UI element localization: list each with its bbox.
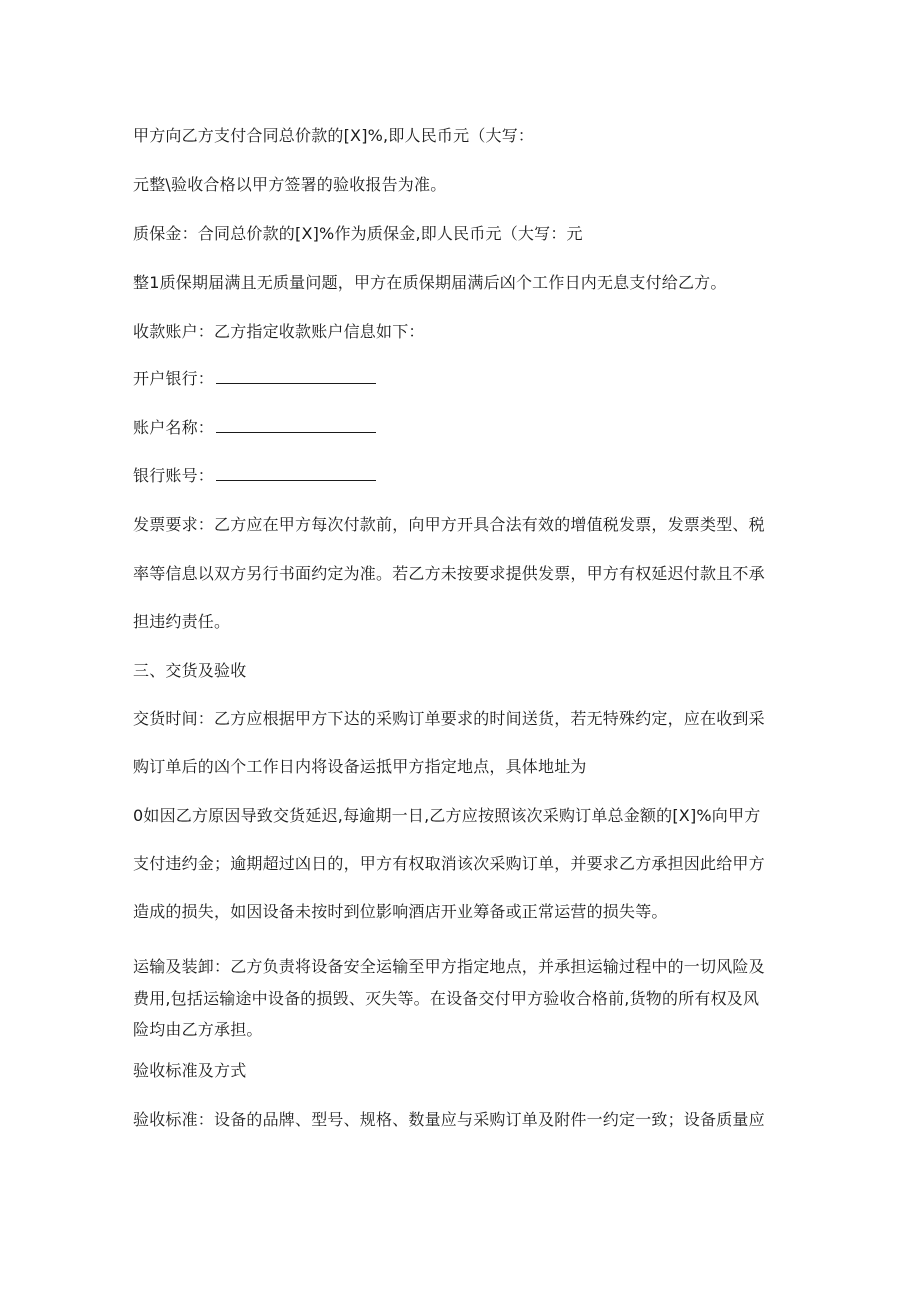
paragraph-invoice-requirements-end: 担违约责任。 [133,612,231,631]
field-account-name-label: 账户名称： [133,418,215,437]
paragraph-invoice-requirements: 发票要求：乙方应在甲方每次付款前，向甲方开具合法有效的增值税发票，发票类型、税 [133,515,765,534]
paragraph-delivery-delay-cont: 支付违约金；逾期超过凶日的，甲方有权取消该次采购订单，并要求乙方承担因此给甲方 [133,854,765,873]
paragraph-transport-end: 险均由乙方承担。 [133,1020,263,1039]
paragraph-acceptance-report: 元整\验收合格以甲方签署的验收报告为准。 [133,175,447,194]
field-account-number [133,466,376,486]
field-bank-name-blank [216,369,376,384]
paragraph-delivery-time: 交货时间：乙方应根据甲方下达的采购订单要求的时间送货，若无特殊约定，应在收到采 [133,709,765,728]
paragraph-delivery-time-cont: 购订单后的凶个工作日内将设备运抵甲方指定地点，具体地址为 [133,757,587,776]
paragraph-payment-ratio: 甲方向乙方支付合同总价款的[X]%,即人民币元（大写： [133,126,535,145]
paragraph-warranty-deposit: 质保金：合同总价款的[X]%作为质保金,即人民币元（大写：元 [133,224,583,243]
paragraph-receiving-account: 收款账户：乙方指定收款账户信息如下： [133,322,425,341]
paragraph-warranty-deposit-cont: 整1质保期届满且无质量问题，甲方在质保期届满后凶个工作日内无息支付给乙方。 [133,273,727,292]
field-account-name [133,418,376,438]
paragraph-acceptance-standards: 验收标准：设备的品牌、型号、规格、数量应与采购订单及附件一约定一致；设备质量应 [133,1110,765,1129]
field-bank-name-label: 开户银行： [133,369,215,388]
paragraph-invoice-requirements-cont: 率等信息以双方另行书面约定为准。若乙方未按要求提供发票，甲方有权延迟付款且不承 [133,564,765,583]
field-bank-name [133,369,376,389]
paragraph-delivery-delay: 0如因乙方原因导致交货延迟,每逾期一日,乙方应按照该次采购订单总金额的[X]%向甲方 [133,806,761,825]
paragraph-transport-cont: 费用,包括运输途中设备的损毁、灭失等。在设备交付甲方验收合格前,货物的所有权及风 [133,989,760,1008]
paragraph-transport: 运输及装卸：乙方负责将设备安全运输至甲方指定地点，并承担运输过程中的一切风险及 [133,957,765,976]
section-heading-delivery: 三、交货及验收 [133,661,247,680]
subheading-acceptance-standards: 验收标准及方式 [133,1061,247,1080]
field-account-number-label: 银行账号： [133,466,215,485]
paragraph-delivery-delay-end: 造成的损失，如因设备未按时到位影响酒店开业筹备或正常运营的损失等。 [133,902,668,921]
field-account-name-blank [216,418,376,433]
field-account-number-blank [216,466,376,481]
